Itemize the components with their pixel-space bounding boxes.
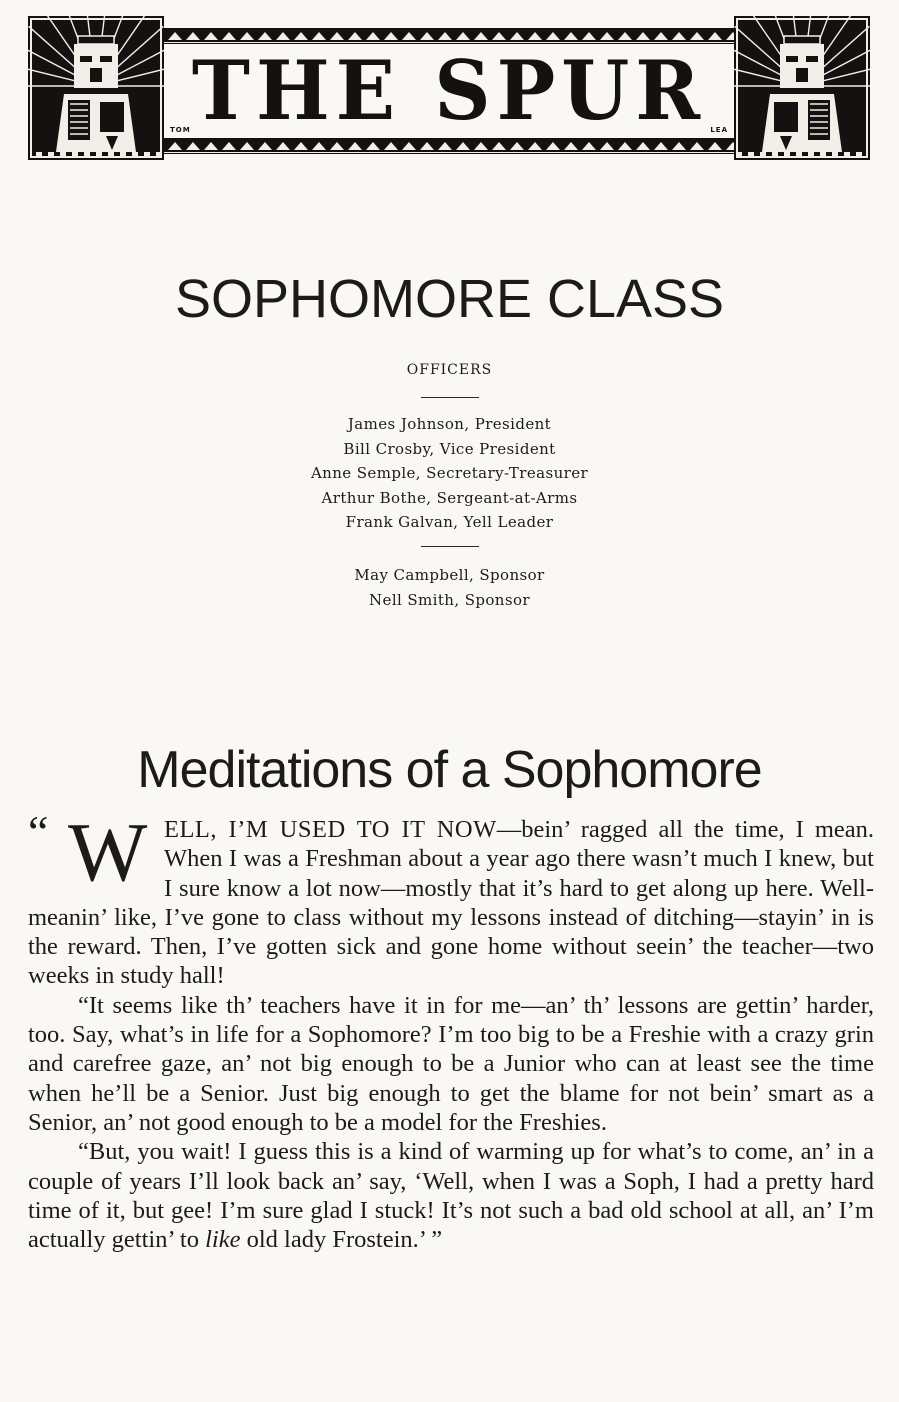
class-title: SOPHOMORE CLASS [174, 269, 725, 329]
artist-signature-right: LEA [710, 126, 728, 134]
officer-entry: Anne Semple, Secretary-Treasurer [310, 464, 589, 482]
article-body [28, 806, 874, 1254]
paragraph [28, 806, 874, 991]
paragraph-text: old lady Frostein.’ ” [240, 1226, 443, 1254]
officer-entry: Arthur Bothe, Sergeant-at-Arms [321, 488, 578, 507]
paragraph-text: —bein’ ragged all the time, I mean. When I was a Freshman about a year ago there wasn’t much I knew, but I sure know a lot now—mostly that it’s hard to get along up here. Well-meanin’ like, I’ve gone to class without my lessons instead of ditching—stayin’ in is the reward. Then, I’ve gotten sick and gone home without seein’ the teacher—two weeks in study hall! [28, 816, 874, 990]
masthead [28, 16, 870, 160]
artist-signature-left: TOM [170, 126, 191, 134]
masked-figure-with-sunburst-icon [734, 16, 870, 160]
sponsor-entry: May Campbell, Sponsor [354, 566, 545, 584]
sponsor-list [0, 563, 899, 612]
paragraph-text: “But, you wait! I guess this is a kind of warming up for what’s to come, an’ in a couple of years I’ll look back an’ say, ‘Well, when I was a Soph, I had a pretty hard time of it, but gee! I’m sure glad I stuck! It’s not such a bad old school at all, an’ I’m actually gettin’ to [28, 1138, 874, 1254]
paragraph: “It seems like th’ teachers have it in for me—an’ th’ lessons are gettin’ harder, too. Say, what’s in life for a Sophomore? I’m too big to be a Freshie with a crazy grin and carefree gaze, an’ not big enough to be a Junior who can at least see the time when he’ll be a Senior. Just big enough to get the blame for not bein’ smart as a Senior, an’ not good enough to be a model for the Freshies. [28, 991, 874, 1136]
sponsor-entry: Nell Smith, Sponsor [369, 590, 530, 609]
opening-quote: “ [28, 806, 49, 857]
divider [421, 397, 479, 398]
officer-entry: James Johnson, President [347, 415, 552, 433]
officers-label: OFFICERS [406, 362, 493, 378]
masked-figure-with-sunburst-icon [28, 16, 164, 160]
drop-cap: W [68, 806, 148, 899]
decorative-border-bottom [164, 138, 734, 154]
emphasized-word: like [205, 1226, 241, 1254]
officer-entry: Bill Crosby, Vice President [343, 439, 556, 458]
article-title: Meditations of a Sophomore [137, 741, 762, 799]
officer-entry: Frank Galvan, Yell Leader [345, 513, 554, 531]
drop-cap-block [28, 806, 160, 899]
officer-list [0, 412, 899, 535]
paragraph [28, 1137, 874, 1254]
title-band [164, 28, 734, 154]
masthead-title: THE SPUR [191, 43, 707, 139]
paragraph-lead-caps: ELL, I’M USED TO IT NOW [164, 816, 497, 843]
divider [421, 546, 479, 547]
